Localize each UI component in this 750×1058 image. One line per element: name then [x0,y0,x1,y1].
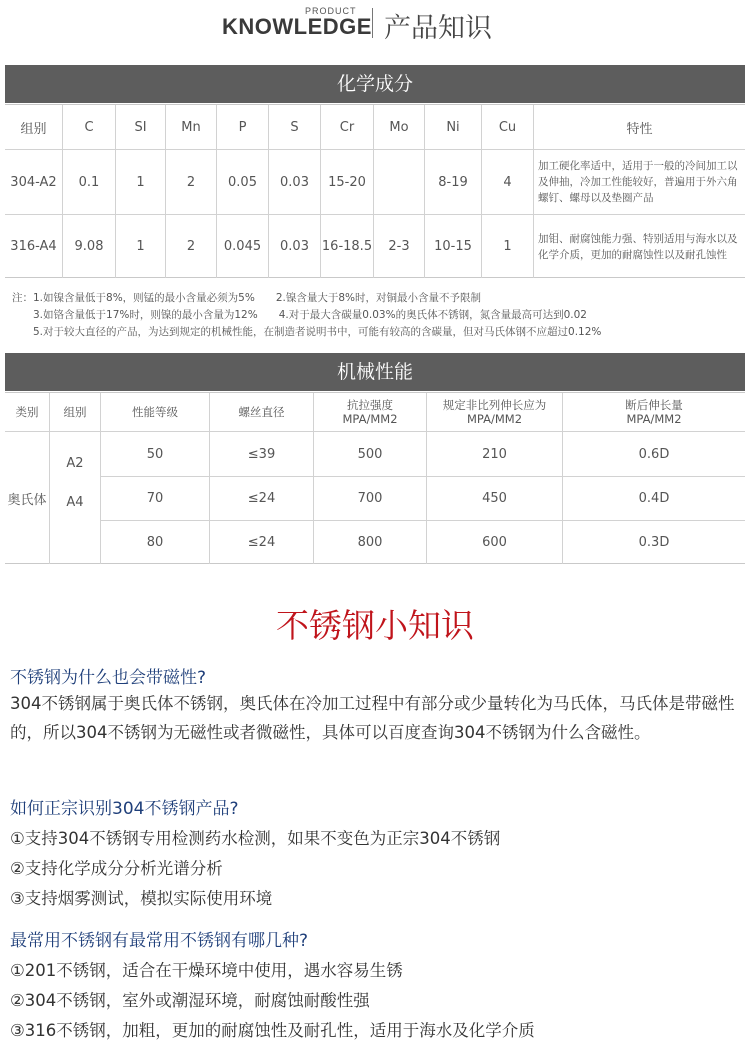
note-line: 注：1.如镍含量低于8%，则锰的最小含量必须为5% 2.镍含量大于8%时，对铜最小含量不予限制 [12,292,482,304]
chem-col-header: Cr [321,105,374,149]
list-item: ②304不锈钢，室外或潮湿环境，耐腐蚀耐酸性强 [10,991,370,1010]
mechanical-section-title: 机械性能 [5,353,745,391]
chem-cell: 1 [482,215,534,278]
mech-cell: 800 [314,521,427,564]
chem-col-header: Ni [425,105,482,149]
mechanical-table [5,392,745,564]
question-heading: 如何正宗识别304不锈钢产品? [10,799,239,819]
mech-cell: 450 [427,477,563,520]
mech-cell: 210 [427,432,563,476]
list-item: ②支持化学成分分析光谱分析 [10,859,223,878]
mech-col-header: 性能等级 [101,393,210,431]
question-heading: 最常用不锈钢有最常用不锈钢有哪几种? [10,931,309,951]
page-header [0,0,750,62]
mech-cell: 0.3D [638,535,670,550]
chem-cell: 0.03 [269,215,321,278]
chemical-table [5,104,745,278]
chem-cell: 2-3 [374,215,425,278]
list-item: ③316不锈钢，加粗，更加的耐腐蚀性及耐孔性，适用于海水及化学介质 [10,1021,535,1040]
mech-cell: ≤24 [210,521,314,564]
chem-col-header: Mo [374,105,425,149]
chem-col-header: Cu [482,105,534,149]
chem-cell: 1 [116,215,166,278]
chem-desc: 加工硬化率适中，适用于一般的冷间加工以及伸抽，冷加工性能较好，普遍用于外六角螺钉、螺母以及垫圈产品 [538,160,738,204]
header-divider [372,8,373,38]
mech-cell: 70 [101,477,210,520]
chem-cell: 304-A2 [5,150,63,214]
note-line: 5.对于较大直径的产品，为达到规定的机械性能，在制造者说明书中，可能有较高的含碳量，但对马氏体钢不应超过0.12% [12,326,602,338]
chem-cell: 9.08 [63,215,116,278]
list-item: ①201不锈钢，适合在干燥环境中使用，遇水容易生锈 [10,961,403,980]
page-title: 产品知识 [384,13,492,44]
knowledge-title: 不锈钢小知识 [276,606,474,645]
mech-cell: 0.6D [638,446,670,462]
chem-col-header: 组别 [5,105,63,149]
chem-cell: 10-15 [425,215,482,278]
chem-desc: 加钼、耐腐蚀能力强、特别适用与海水以及化学介质，更加的耐腐蚀性以及耐孔蚀性 [538,232,738,261]
mech-cell: ≤24 [210,477,314,520]
mech-col-header: 螺丝直径 [210,393,314,431]
chem-col-header: Mn [166,105,217,149]
chem-col-header: SI [116,105,166,149]
chem-cell: 1 [116,150,166,214]
chemical-notes [12,290,742,341]
chem-cell: 0.1 [63,150,116,214]
mech-cell: 700 [314,477,427,520]
mech-col-header: 组别 [50,393,101,431]
mech-col-header: 类别 [5,393,50,431]
chem-cell: 16-18.5 [321,215,374,278]
chem-cell: 0.05 [217,150,269,214]
mech-cell: 50 [101,432,210,476]
chem-cell: 0.03 [269,150,321,214]
chem-cell: 2 [166,215,217,278]
header-product-label: PRODUCT [305,6,357,16]
header-knowledge-label: KNOWLEDGE [222,14,372,39]
chem-cell [374,150,425,214]
chem-col-header: 特性 [626,121,653,137]
mech-cell: 0.4D [638,491,670,506]
mech-col-header: 规定非比列伸长应为 MPA/MM2 [427,393,563,431]
mech-cell: ≤39 [210,432,314,476]
answer-paragraph: 304不锈钢属于奥氏体不锈钢，奥氏体在冷加工过程中有部分或少量转化为马氏体，马氏体是带磁性的，所以304不锈钢为无磁性或者微磁性，具体可以百度查询304不锈钢为什么含磁性。 [10,694,735,742]
mech-col-header: 抗拉强度 MPA/MM2 [314,393,427,431]
mech-groups [50,432,101,564]
chem-cell: 8-19 [425,150,482,214]
note-line: 3.如铬含量低于17%时，则镍的最小含量为12% 4.对于最大含碳量0.03%的奥氏体不锈钢，氮含量最高可达到0.02 [12,309,587,321]
mech-cell: 500 [314,432,427,476]
chem-col-header: S [269,105,321,149]
question-heading: 不锈钢为什么也会带磁性? [10,668,207,688]
mech-cell: 600 [427,521,563,564]
mech-category: 奥氏体 [5,432,50,564]
chem-cell: 316-A4 [5,215,63,278]
chem-cell: 4 [482,150,534,214]
mech-group-a2: A2 [66,456,84,471]
list-item: ③支持烟雾测试，模拟实际使用环境 [10,889,273,908]
chem-cell: 0.045 [217,215,269,278]
chemical-section-title: 化学成分 [5,65,745,103]
chem-col-header: C [63,105,116,149]
mech-group-a4: A4 [66,495,84,510]
chem-cell: 2 [166,150,217,214]
mech-cell: 80 [101,521,210,564]
mech-col-header: 断后伸长量 MPA/MM2 [625,398,683,426]
chem-cell: 15-20 [321,150,374,214]
list-item: ①支持304不锈钢专用检测药水检测，如果不变色为正宗304不锈钢 [10,829,501,848]
chem-col-header: P [217,105,269,149]
